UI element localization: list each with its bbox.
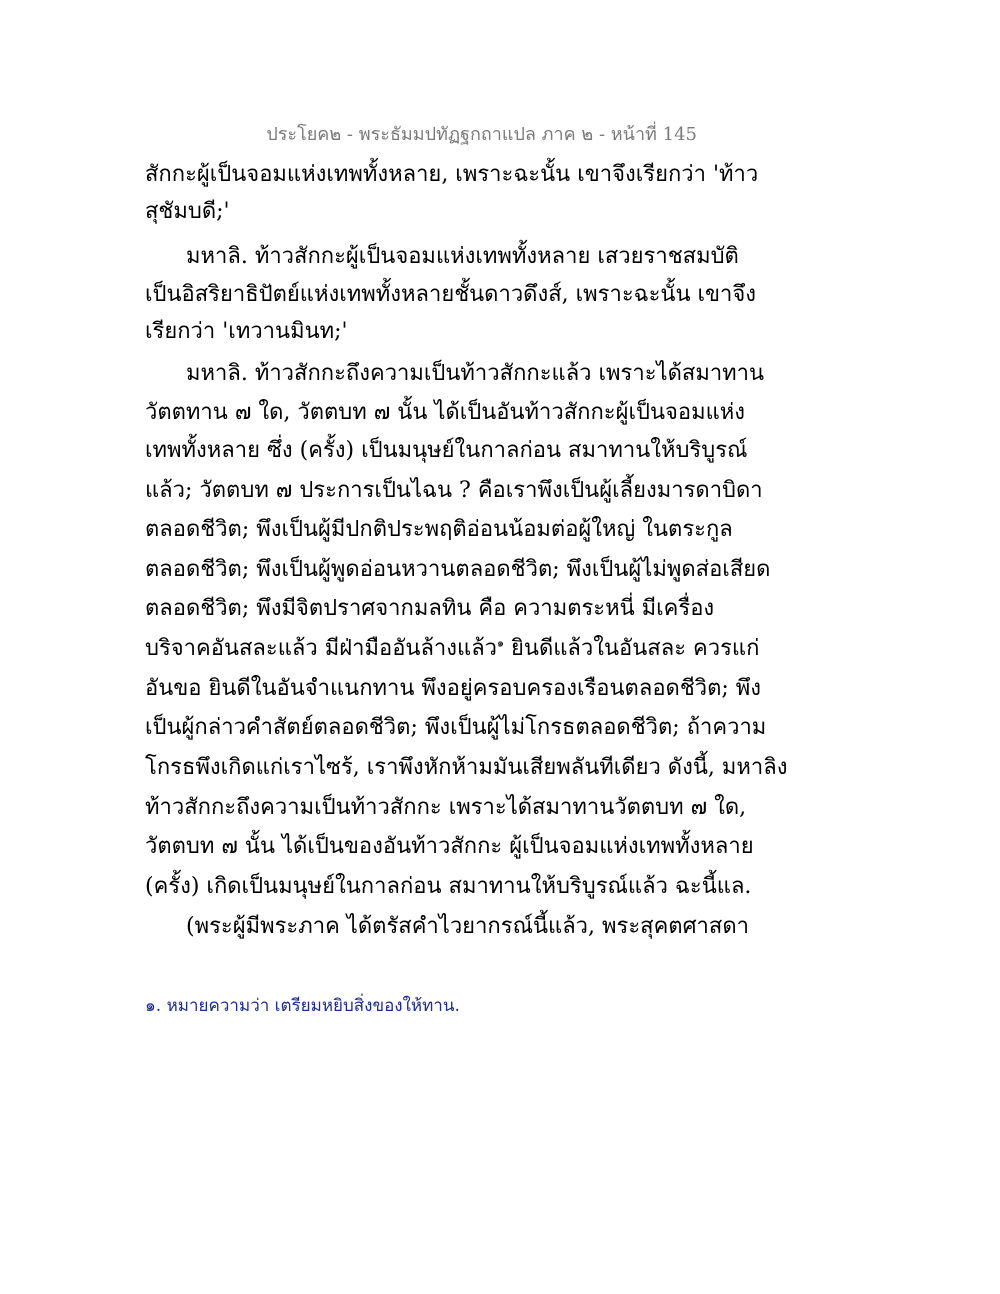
text-line: สุชัมบดี;' [145,199,230,224]
footnote-marker: ๑ [497,636,505,650]
text-line: มหาลิ. ท้าวสักกะถึงความเป็นท้าวสักกะแล้ว เพราะได้สมาทาน [186,361,765,386]
text-line: (ครั้ง) เกิดเป็นมนุษย์ในกาลก่อน สมาทานให้บริบูรณ์แล้ว ฉะนี้แล. [145,874,752,899]
text-line [145,632,759,666]
text-line: เทพทั้งหลาย ซึ่ง (ครั้ง) เป็นมนุษย์ในกาลก่อน สมาทานให้บริบูรณ์ [145,438,748,463]
text-line: สักกะผู้เป็นจอมแห่งเทพทั้งหลาย, เพราะฉะนั้น เขาจึงเรียกว่า 'ท้าว [145,162,759,187]
text-line: ท้าวสักกะถึงความเป็นท้าวสักกะ เพราะได้สมาทานวัตตบท ๗ ใด, [145,795,747,820]
text-line: อันขอ ยินดีในอันจำแนกทาน พึงอยู่ครอบครองเรือนตลอดชีวิต; พึง [145,676,762,701]
text-segment: บริจาคอันสละแล้ว มีฝ่ามืออันล้างแล้ว [145,636,498,661]
text-line: วัตตทาน ๗ ใด, วัตตบท ๗ นั้น ได้เป็นอันท้าวสักกะผู้เป็นจอมแห่ง [145,400,746,425]
page-header: ประโยค๒ - พระธัมมปทัฏฐกถาแปล ภาค ๒ - หน้าที่ 145 [266,124,697,145]
text-line: มหาลิ. ท้าวสักกะผู้เป็นจอมแห่งเทพทั้งหลาย เสวยราชสมบัติ [186,244,739,269]
text-line: ตลอดชีวิต; พึงเป็นผู้มีปกติประพฤติอ่อนน้อมต่อผู้ใหญ่ ในตระกูล [145,517,733,542]
footnote: ๑. หมายความว่า เตรียมหยิบสิ่งของให้ทาน. [145,996,460,1016]
text-line: ตลอดชีวิต; พึงเป็นผู้พูดอ่อนหวานตลอดชีวิต; พึงเป็นผู้ไม่พูดส่อเสียด [145,557,771,582]
text-line: วัตตบท ๗ นั้น ได้เป็นของอันท้าวสักกะ ผู้เป็นจอมแห่งเทพทั้งหลาย [145,834,754,859]
text-line: เรียกว่า 'เทวานมินท;' [145,319,348,344]
text-line: (พระผู้มีพระภาค ได้ตรัสคำไวยากรณ์นี้แล้ว, พระสุคตศาสดา [186,914,749,939]
text-line: ตลอดชีวิต; พึงมีจิตปราศจากมลทิน คือ ความตระหนี่ มีเครื่อง [145,596,715,621]
text-line: โกรธพึงเกิดแก่เราไซร้, เราพึงหักห้ามมันเสียพลันทีเดียว ดังนี้, มหาลิง [145,755,788,780]
text-line: เป็นอิสริยาธิปัตย์แห่งเทพทั้งหลายชั้นดาวดึงส์, เพราะฉะนั้น เขาจึง [145,282,757,307]
text-line: แล้ว; วัตตบท ๗ ประการเป็นไฉน ? คือเราพึงเป็นผู้เลี้ยงมารดาบิดา [145,478,763,503]
text-line: เป็นผู้กล่าวคำสัตย์ตลอดชีวิต; พึงเป็นผู้ไม่โกรธตลอดชีวิต; ถ้าความ [145,715,767,740]
text-segment: ยินดีแล้วในอันสละ ควรแก่ [504,636,760,661]
